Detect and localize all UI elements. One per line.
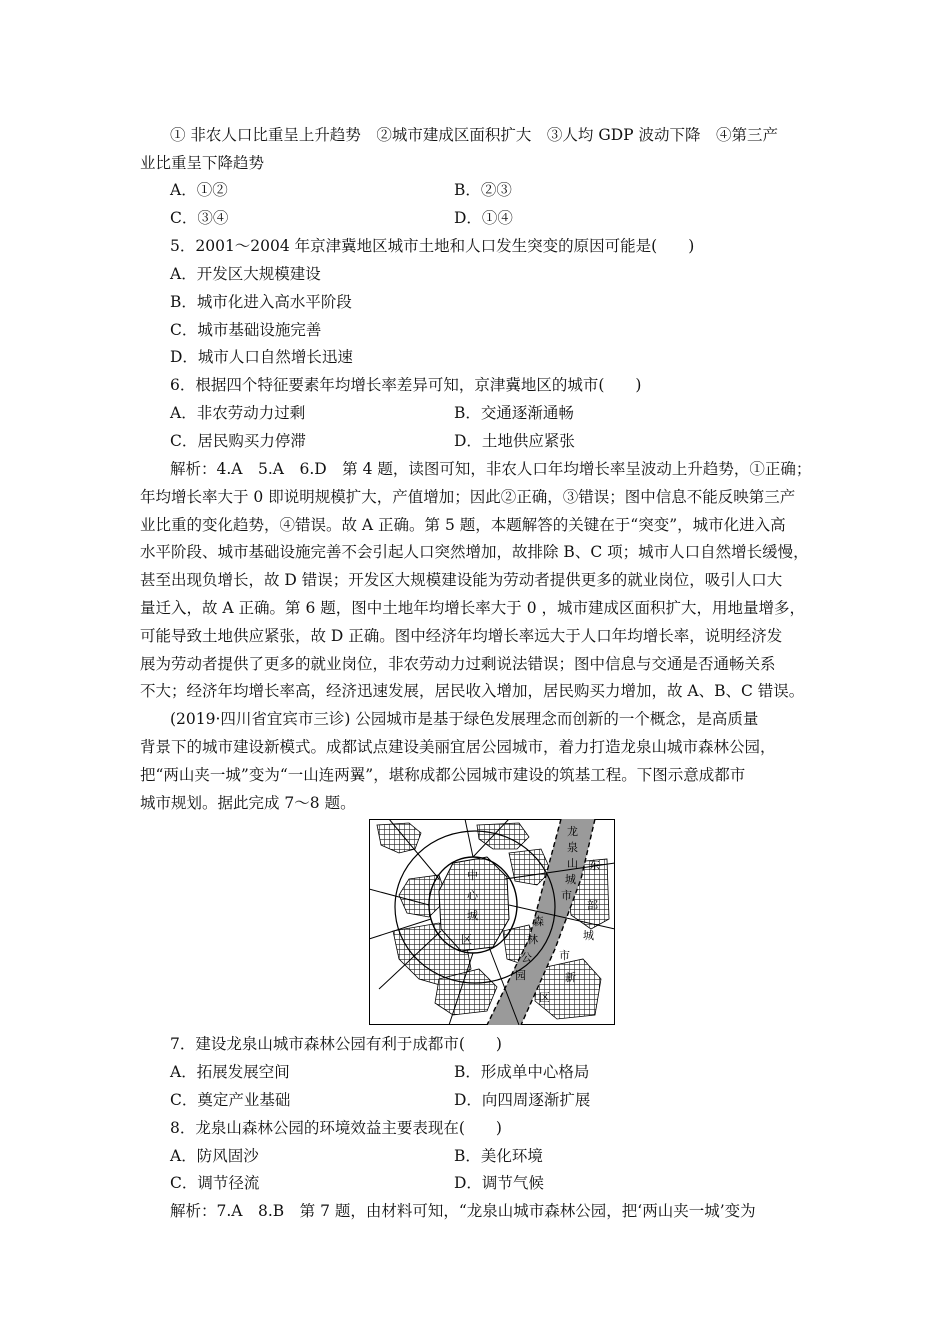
q4-option-b: B．②③ (454, 181, 512, 199)
q7-option-c: C．奠定产业基础 (170, 1091, 291, 1109)
q7-stem: 7．建设龙泉山城市森林公园有利于成都市( ) (170, 1035, 502, 1053)
analysis1-line: 可能导致土地供应紧张，故 D 正确。图中经济年均增长率远大于人口年均增长率，说明经济发 (140, 627, 783, 645)
q4-option-c: C．③④ (170, 209, 229, 227)
q6-option-b: B．交通逐渐通畅 (454, 404, 574, 422)
label-forest: 林 (527, 933, 538, 946)
label-central-city: 城 (467, 909, 478, 922)
label-longquan: 山 (567, 857, 578, 870)
chengdu-city-planning-map (369, 819, 615, 1025)
label-east: 区 (539, 991, 550, 1004)
q6-stem: 6．根据四个特征要素年均增长率差异可知，京津冀地区的城市( ) (170, 376, 642, 394)
q5-option-b: B．城市化进入高水平阶段 (170, 293, 352, 311)
label-central-city: 心 (467, 889, 478, 902)
q8-option-c: C．调节径流 (170, 1174, 260, 1192)
q5-option-a: A．开发区大规模建设 (170, 265, 321, 283)
label-forest: 森 (533, 915, 544, 928)
label-longquan: 市 (561, 889, 572, 902)
q8-option-d: D．调节气候 (454, 1174, 544, 1192)
label-forest: 园 (515, 969, 526, 982)
q4-option-a: A．①② (170, 181, 228, 199)
label-east: 部 (587, 899, 598, 912)
q8-option-a: A．防风固沙 (170, 1147, 259, 1165)
intro-line: (2019·四川省宜宾市三诊) 公园城市是基于绿色发展理念而创新的一个概念，是高质量 (170, 710, 759, 728)
q5-option-d: D．城市人口自然增长迅速 (170, 348, 353, 366)
label-east: 东 (589, 859, 600, 872)
analysis1-line: 甚至出现负增长，故 D 错误；开发区大规模建设能为劳动者提供更多的就业岗位，吸引人口大 (140, 571, 783, 589)
q6-option-a: A．非农劳动力过剩 (170, 404, 306, 422)
q7-option-b: B．形成单中心格局 (454, 1063, 590, 1081)
intro-line: 把“两山夹一城”变为“一山连两翼”，堪称成都公园城市建设的筑基工程。下图示意成都市 (140, 766, 746, 784)
label-longquan: 城 (565, 873, 576, 886)
analysis1-line: 不大；经济年均增长率高，经济迅速发展，居民收入增加，居民购买力增加，故 A、B、C 错误。 (140, 682, 805, 700)
analysis1-line: 年均增长率大于 0 即说明规模扩大，产值增加；因此②正确，③错误；图中信息不能反映第三产 (140, 488, 796, 506)
intro-line: 城市规划。据此完成 7～8 题。 (140, 794, 356, 812)
analysis1-line: 业比重的变化趋势，④错误。故 A 正确。第 5 题，本题解答的关键在于“突变”，城市化进入高 (140, 516, 786, 534)
q6-option-d: D．土地供应紧张 (454, 432, 575, 450)
analysis1-line: 量迁入，故 A 正确。第 6 题，图中土地年均增长率大于 0 ，城市建成区面积扩大，用地量增多， (140, 599, 805, 617)
q5-option-c: C．城市基础设施完善 (170, 321, 322, 339)
q6-option-c: C．居民购买力停滞 (170, 432, 306, 450)
q4-statements-cont: 业比重呈下降趋势 (140, 154, 265, 172)
label-district: 区 (461, 933, 472, 946)
q4-statements: ① 非农人口比重呈上升趋势 ②城市建成区面积扩大 ③人均 GDP 波动下降 ④第三产 (170, 126, 779, 144)
label-east: 新 (565, 971, 576, 984)
label-longquan: 泉 (567, 841, 578, 854)
label-longquan: 龙 (567, 825, 578, 838)
analysis1-line: 展为劳动者提供了更多的就业岗位，非农劳动力过剩说法错误；图中信息与交通是否通畅关系 (140, 655, 776, 673)
intro-line: 背景下的城市建设新模式。成都试点建设美丽宜居公园城市，着力打造龙泉山城市森林公园， (140, 738, 776, 756)
analysis1-line: 水平阶段、城市基础设施完善不会引起人口突然增加，故排除 B、C 项；城市人口自然增长缓慢， (140, 543, 809, 561)
label-central-city: 中 (467, 869, 478, 882)
analysis2-line: 解析：7.A 8.B 第 7 题，由材料可知，“龙泉山城市森林公园，把‘两山夹一城’变为 (170, 1202, 756, 1220)
q8-option-b: B．美化环境 (454, 1147, 543, 1165)
analysis1-line: 解析：4.A 5.A 6.D 第 4 题，读图可知，非农人口年均增长率呈波动上升趋势，①正确； (170, 460, 812, 478)
label-east: 市 (559, 949, 570, 962)
label-east: 城 (583, 929, 594, 942)
q5-stem: 5．2001～2004 年京津冀地区城市土地和人口发生突变的原因可能是( ) (170, 237, 695, 255)
q7-option-d: D．向四周逐渐扩展 (454, 1091, 591, 1109)
q4-option-d: D．①④ (454, 209, 513, 227)
q8-stem: 8．龙泉山森林公园的环境效益主要表现在( ) (170, 1119, 502, 1137)
label-forest: 公 (521, 951, 532, 964)
q7-option-a: A．拓展发展空间 (170, 1063, 290, 1081)
